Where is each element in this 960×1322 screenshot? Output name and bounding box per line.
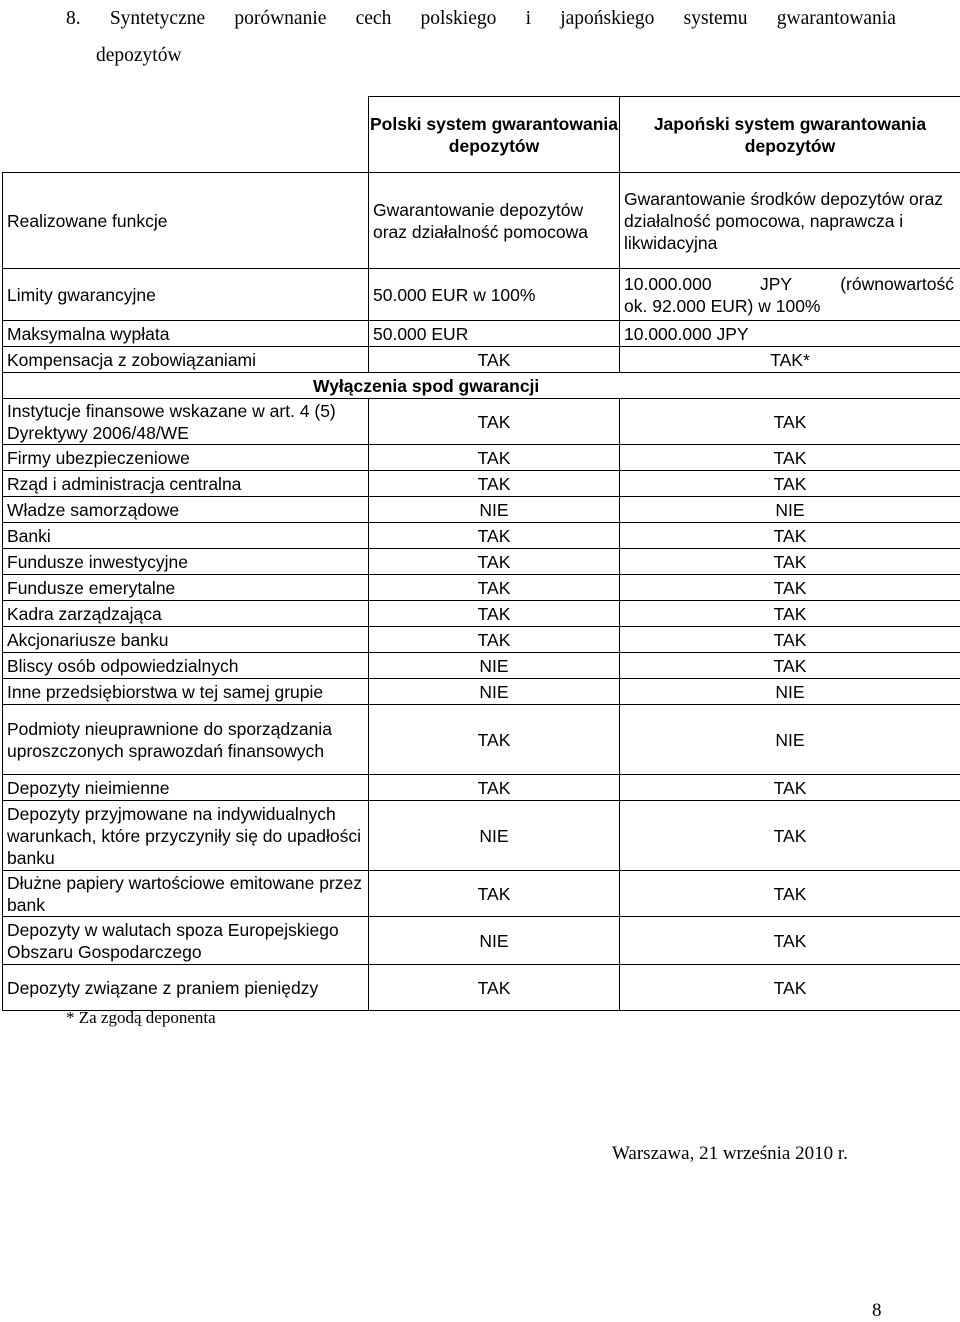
exclusion-label: Banki <box>3 523 369 549</box>
exclusion-polish-value: NIE <box>369 801 620 871</box>
exclusion-label: Instytucje finansowe wskazane w art. 4 (5) Dyrektywy 2006/48/WE <box>3 399 369 445</box>
exclusion-row <box>3 705 960 775</box>
exclusion-row <box>3 399 960 445</box>
heading-line-2: depozytów <box>66 37 896 74</box>
exclusion-label: Firmy ubezpieczeniowe <box>3 445 369 471</box>
exclusion-japanese-value: TAK <box>620 653 960 679</box>
exclusion-polish-value: NIE <box>369 497 620 523</box>
header-japanese: Japoński system gwarantowania depozytów <box>620 97 960 173</box>
limits-japanese-line2: ok. 92.000 EUR) w 100% <box>624 295 960 317</box>
exclusion-polish-value: TAK <box>369 871 620 917</box>
header-empty-cell <box>3 97 369 173</box>
exclusion-row <box>3 471 960 497</box>
functions-row <box>3 173 960 269</box>
compensation-row <box>3 347 960 373</box>
exclusion-polish-value: TAK <box>369 627 620 653</box>
limits-polish: 50.000 EUR w 100% <box>369 269 620 321</box>
exclusion-row <box>3 801 960 871</box>
exclusion-row <box>3 445 960 471</box>
limits-japanese-line1: 10.000.000 JPY (równowartość <box>624 273 960 295</box>
exclusion-japanese-value: TAK <box>620 471 960 497</box>
exclusion-japanese-value: TAK <box>620 627 960 653</box>
compensation-label: Kompensacja z zobowiązaniami <box>3 347 369 373</box>
exclusion-polish-value: TAK <box>369 399 620 445</box>
footnote: * Za zgodą deponenta <box>66 1008 216 1028</box>
exclusion-japanese-value: NIE <box>620 679 960 705</box>
exclusion-polish-value: TAK <box>369 775 620 801</box>
exclusion-label: Podmioty nieuprawnione do sporządzania uproszczonych sprawozdań finansowych <box>3 705 369 775</box>
exclusion-row <box>3 775 960 801</box>
exclusion-row <box>3 523 960 549</box>
exclusion-japanese-value: TAK <box>620 575 960 601</box>
exclusion-japanese-value: TAK <box>620 801 960 871</box>
exclusion-polish-value: TAK <box>369 601 620 627</box>
exclusion-row <box>3 965 960 1011</box>
exclusion-polish-value: TAK <box>369 523 620 549</box>
exclusion-label: Bliscy osób odpowiedzialnych <box>3 653 369 679</box>
exclusion-polish-value: NIE <box>369 917 620 965</box>
exclusion-polish-value: TAK <box>369 445 620 471</box>
exclusion-polish-value: NIE <box>369 653 620 679</box>
exclusion-label: Kadra zarządzająca <box>3 601 369 627</box>
exclusion-japanese-value: NIE <box>620 497 960 523</box>
functions-label: Realizowane funkcje <box>3 173 369 269</box>
limits-label: Limity gwarancyjne <box>3 269 369 321</box>
heading-line-1: 8. Syntetyczne porównanie cech polskiego i japońskiego systemu gwarantowania <box>66 0 896 37</box>
exclusion-row <box>3 871 960 917</box>
exclusion-label: Inne przedsiębiorstwa w tej samej grupie <box>3 679 369 705</box>
exclusion-row <box>3 627 960 653</box>
max-payout-label: Maksymalna wypłata <box>3 321 369 347</box>
exclusion-label: Dłużne papiery wartościowe emitowane przez bank <box>3 871 369 917</box>
section-heading <box>66 0 896 74</box>
exclusion-japanese-value: TAK <box>620 445 960 471</box>
exclusion-label: Depozyty w walutach spoza Europejskiego Obszaru Gospodarczego <box>3 917 369 965</box>
header-polish: Polski system gwarantowania depozytów <box>369 97 620 173</box>
exclusion-japanese-value: TAK <box>620 399 960 445</box>
exclusion-row <box>3 917 960 965</box>
limits-row <box>3 269 960 321</box>
place-date: Warszawa, 21 września 2010 r. <box>612 1143 848 1165</box>
compensation-japanese: TAK* <box>620 347 960 373</box>
exclusion-row <box>3 575 960 601</box>
exclusion-label: Fundusze emerytalne <box>3 575 369 601</box>
exclusion-japanese-value: TAK <box>620 523 960 549</box>
compensation-polish: TAK <box>369 347 620 373</box>
functions-japanese: Gwarantowanie środków depozytów oraz działalność pomocowa, naprawcza i likwidacyjna <box>620 173 960 269</box>
exclusion-label: Władze samorządowe <box>3 497 369 523</box>
heading-number: 8. <box>66 0 81 37</box>
exclusion-japanese-value: TAK <box>620 965 960 1011</box>
exclusion-japanese-value: TAK <box>620 917 960 965</box>
exclusions-title-row <box>3 373 960 399</box>
limits-japanese <box>620 269 960 321</box>
max-payout-japanese: 10.000.000 JPY <box>620 321 960 347</box>
exclusion-japanese-value: TAK <box>620 601 960 627</box>
exclusion-label: Depozyty związane z praniem pieniędzy <box>3 965 369 1011</box>
exclusion-polish-value: TAK <box>369 471 620 497</box>
exclusion-label: Fundusze inwestycyjne <box>3 549 369 575</box>
exclusion-label: Depozyty nieimienne <box>3 775 369 801</box>
exclusion-row <box>3 601 960 627</box>
max-payout-polish: 50.000 EUR <box>369 321 620 347</box>
exclusion-polish-value: TAK <box>369 705 620 775</box>
exclusions-title: Wyłączenia spod gwarancji <box>3 373 960 399</box>
exclusion-row <box>3 653 960 679</box>
exclusion-row <box>3 679 960 705</box>
exclusion-polish-value: NIE <box>369 679 620 705</box>
max-payout-row <box>3 321 960 347</box>
exclusion-label: Depozyty przyjmowane na indywidualnych warunkach, które przyczyniły się do upadłości banku <box>3 801 369 871</box>
exclusion-polish-value: TAK <box>369 965 620 1011</box>
exclusion-label: Akcjonariusze banku <box>3 627 369 653</box>
exclusion-japanese-value: TAK <box>620 871 960 917</box>
page-number: 8 <box>872 1300 882 1322</box>
header-row <box>3 97 960 173</box>
comparison-table <box>2 96 960 1011</box>
exclusion-row <box>3 497 960 523</box>
functions-polish: Gwarantowanie depozytów oraz działalność pomocowa <box>369 173 620 269</box>
exclusion-japanese-value: TAK <box>620 775 960 801</box>
exclusion-japanese-value: NIE <box>620 705 960 775</box>
exclusion-row <box>3 549 960 575</box>
exclusion-japanese-value: TAK <box>620 549 960 575</box>
exclusion-polish-value: TAK <box>369 549 620 575</box>
exclusion-polish-value: TAK <box>369 575 620 601</box>
exclusion-label: Rząd i administracja centralna <box>3 471 369 497</box>
